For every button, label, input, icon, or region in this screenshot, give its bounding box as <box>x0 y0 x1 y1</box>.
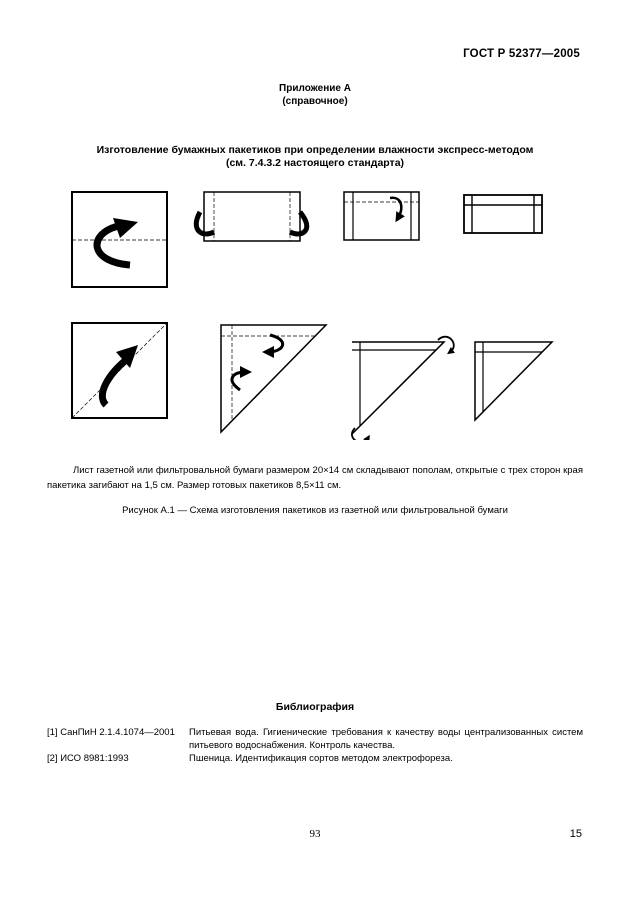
fold-arrow-icon <box>268 335 283 352</box>
annex-heading <box>0 82 630 108</box>
standard-number: ГОСТ Р 52377—2005 <box>463 48 580 60</box>
bibliography-entry <box>47 752 583 766</box>
page-number-center: 93 <box>309 828 321 840</box>
step-diagonal-fold <box>72 323 167 418</box>
folding-diagram <box>65 185 565 440</box>
bibliography-ref: [2] ИСО 8981:1993 <box>47 753 129 764</box>
bibliography-entry <box>47 726 583 754</box>
bibliography-text: Пшеница. Идентификация сортов методом электрофореза. <box>189 753 453 764</box>
section-title <box>0 144 630 170</box>
figure-caption: Рисунок А.1 — Схема изготовления пакетиков из газетной или фильтровальной бумаги <box>122 505 508 516</box>
step-square-fold <box>72 192 167 287</box>
fold-arrow-icon <box>102 360 126 405</box>
step-triangle-corners <box>352 337 454 440</box>
fold-arrow-icon <box>352 428 368 440</box>
bibliography-text: Питьевая вода. Гигиенические требования к качеству воды централизованных систем питьевого водоснабжения. Контроль качества. <box>189 727 583 751</box>
section-title-line2: (см. 7.4.3.2 настоящего стандарта) <box>225 157 405 169</box>
step-triangle-folds <box>221 325 326 432</box>
section-title-line1: Изготовление бумажных пакетиков при определении влажности экспресс-методом <box>96 144 534 156</box>
fold-arrow-icon <box>232 372 246 390</box>
annex-note: (справочное) <box>282 96 348 107</box>
step-edge-fold <box>196 192 306 241</box>
step-finished-packet <box>464 195 542 233</box>
bibliography-title: Библиография <box>275 701 355 713</box>
figure-description: Лист газетной или фильтровальной бумаги размером 20×14 см складывают пополам, открытые с трех сторон края пакетика загибают на 1,5 см. Размер готовых пакетиков 8,5×11 см. <box>47 465 583 491</box>
bibliography-ref: [1] СанПиН 2.1.4.1074—2001 <box>47 727 175 738</box>
step-finished-triangle <box>475 342 552 420</box>
step-bottom-fold <box>344 192 419 240</box>
fold-arrow-icon <box>390 198 401 218</box>
fold-arrow-icon <box>438 337 454 352</box>
page-number: 15 <box>569 828 582 840</box>
fold-arrow-icon <box>196 212 214 234</box>
annex-title: Приложение А <box>279 83 351 94</box>
fold-arrow-icon <box>290 212 307 234</box>
